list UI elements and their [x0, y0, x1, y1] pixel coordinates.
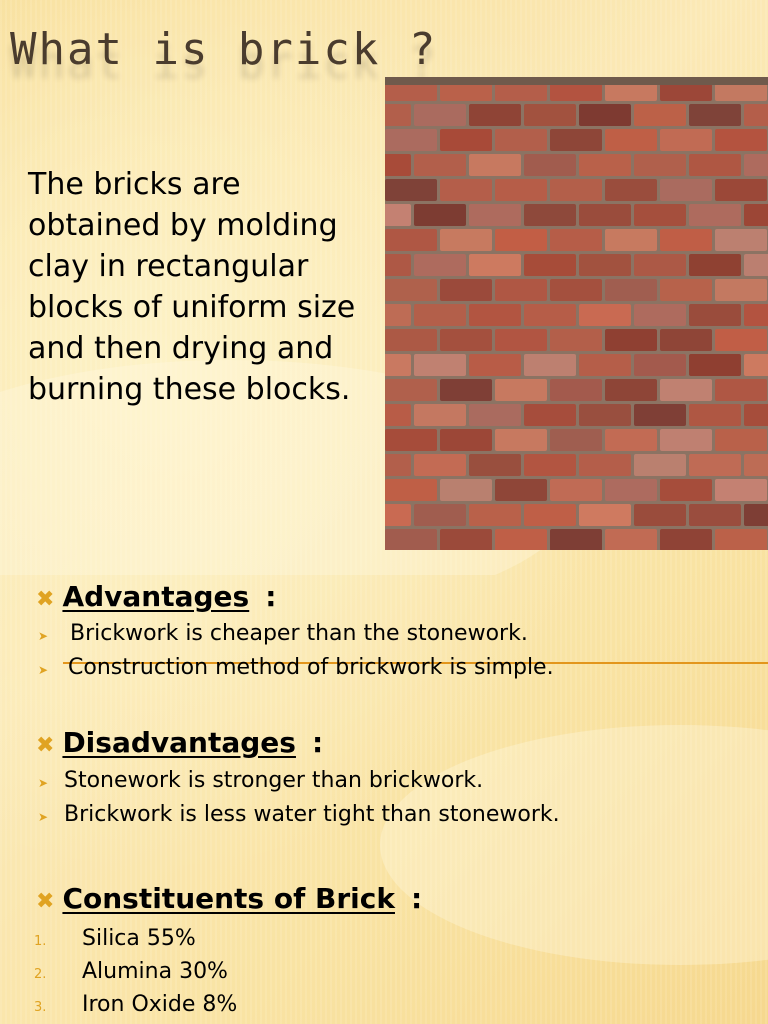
- brick: [550, 379, 602, 401]
- brick: [660, 479, 712, 501]
- brick: [414, 354, 466, 376]
- brick: [660, 129, 712, 151]
- brick: [715, 179, 767, 201]
- background-swoosh: [380, 725, 768, 965]
- brick: [414, 304, 466, 326]
- brick: [414, 504, 466, 526]
- brick: [715, 329, 767, 351]
- brick: [385, 154, 411, 176]
- heading-colon: :: [311, 726, 324, 759]
- brick: [440, 479, 492, 501]
- brick: [495, 479, 547, 501]
- brick: [440, 329, 492, 351]
- brick: [660, 429, 712, 451]
- brick: [385, 304, 411, 326]
- arrow-right-icon: ➤: [38, 629, 49, 643]
- brick: [605, 529, 657, 550]
- brick: [414, 404, 466, 426]
- brick: [495, 279, 547, 301]
- brick: [744, 254, 768, 276]
- brick: [414, 204, 466, 226]
- constituents-heading: [36, 882, 422, 915]
- numbered-item: [34, 959, 228, 984]
- brick: [579, 154, 631, 176]
- brick: [744, 504, 768, 526]
- list-item-text: Iron Oxide 8%: [82, 992, 238, 1017]
- brick: [440, 529, 492, 550]
- brick: [524, 354, 576, 376]
- brick: [524, 454, 576, 476]
- advantages-label: Advantages: [62, 580, 250, 613]
- brick: [605, 329, 657, 351]
- brick: [469, 204, 521, 226]
- list-item-text: Silica 55%: [82, 926, 196, 951]
- list-item: [38, 802, 560, 827]
- list-item-text: Alumina 30%: [82, 959, 228, 984]
- brick: [524, 154, 576, 176]
- brick: [385, 479, 437, 501]
- list-item-text: Construction method of brickwork is simple.: [68, 655, 554, 680]
- brick: [550, 129, 602, 151]
- brick: [385, 329, 437, 351]
- brick: [440, 129, 492, 151]
- brick: [469, 304, 521, 326]
- brick: [469, 454, 521, 476]
- brick: [634, 254, 686, 276]
- brick: [495, 429, 547, 451]
- brick: [550, 329, 602, 351]
- brick: [744, 104, 768, 126]
- heading-colon: :: [410, 882, 423, 915]
- brick-wall-image: [385, 77, 768, 550]
- brick: [550, 279, 602, 301]
- brick: [414, 454, 466, 476]
- brick: [524, 204, 576, 226]
- brick: [524, 254, 576, 276]
- arrow-right-icon: ➤: [38, 663, 49, 677]
- brick: [715, 479, 767, 501]
- slide-body-text: The bricks are obtained by molding clay in rectangular blocks of uniform size and then drying and burning these blocks.: [28, 167, 356, 407]
- brick: [744, 404, 768, 426]
- brick: [414, 104, 466, 126]
- brick: [689, 354, 741, 376]
- wall-capping: [385, 77, 768, 85]
- brick: [660, 529, 712, 550]
- brick: [550, 229, 602, 251]
- x-mark-icon: ✖: [36, 587, 55, 612]
- brick: [660, 179, 712, 201]
- brick: [524, 304, 576, 326]
- brick: [495, 379, 547, 401]
- brick: [550, 429, 602, 451]
- heading-colon: :: [265, 580, 277, 613]
- brick: [385, 279, 437, 301]
- brick: [469, 254, 521, 276]
- brick: [715, 129, 767, 151]
- brick: [605, 379, 657, 401]
- brick: [744, 354, 768, 376]
- brick: [385, 204, 411, 226]
- brick: [579, 254, 631, 276]
- brick: [440, 179, 492, 201]
- brick: [495, 329, 547, 351]
- brick: [385, 179, 437, 201]
- brick: [634, 404, 686, 426]
- brick: [550, 529, 602, 550]
- brick: [605, 429, 657, 451]
- brick: [689, 154, 741, 176]
- brick: [605, 229, 657, 251]
- item-number: 1.: [34, 934, 47, 949]
- brick: [469, 504, 521, 526]
- brick: [660, 329, 712, 351]
- brick: [634, 204, 686, 226]
- brick: [469, 354, 521, 376]
- brick: [469, 154, 521, 176]
- arrow-right-icon: ➤: [38, 776, 49, 790]
- brick: [524, 404, 576, 426]
- brick: [579, 304, 631, 326]
- item-number: 3.: [34, 1000, 47, 1015]
- list-item: [38, 621, 528, 646]
- brick: [715, 529, 767, 550]
- arrow-right-icon: ➤: [38, 810, 49, 824]
- brick: [440, 279, 492, 301]
- brick: [715, 279, 767, 301]
- brick: [744, 454, 768, 476]
- brick: [660, 229, 712, 251]
- brick: [715, 229, 767, 251]
- brick: [414, 154, 466, 176]
- brick: [689, 304, 741, 326]
- brick: [579, 204, 631, 226]
- brick-wall-photo: [385, 77, 768, 550]
- brick: [385, 229, 437, 251]
- brick: [660, 379, 712, 401]
- brick: [414, 254, 466, 276]
- brick: [579, 354, 631, 376]
- brick: [385, 104, 411, 126]
- brick: [440, 379, 492, 401]
- brick: [579, 404, 631, 426]
- list-item-text: Brickwork is cheaper than the stonework.: [70, 621, 528, 646]
- brick: [689, 454, 741, 476]
- brick: [579, 504, 631, 526]
- disadvantages-label: Disadvantages: [62, 726, 296, 759]
- brick: [385, 504, 411, 526]
- brick: [634, 454, 686, 476]
- item-number: 2.: [34, 967, 47, 982]
- brick: [634, 104, 686, 126]
- numbered-item: [34, 992, 237, 1017]
- advantages-heading: [36, 580, 276, 613]
- brick: [385, 354, 411, 376]
- slide-title: What is brick ?: [10, 24, 438, 75]
- brick: [634, 354, 686, 376]
- brick: [385, 429, 437, 451]
- brick: [660, 279, 712, 301]
- brick: [469, 104, 521, 126]
- brick: [744, 304, 768, 326]
- brick: [385, 254, 411, 276]
- brick: [744, 154, 768, 176]
- brick: [385, 454, 411, 476]
- brick: [524, 504, 576, 526]
- brick: [385, 529, 437, 550]
- brick: [689, 104, 741, 126]
- brick: [744, 204, 768, 226]
- brick: [495, 179, 547, 201]
- brick: [550, 479, 602, 501]
- brick: [385, 379, 437, 401]
- x-mark-icon: ✖: [36, 889, 55, 914]
- list-item: [38, 768, 483, 793]
- brick: [605, 279, 657, 301]
- brick: [385, 404, 411, 426]
- brick: [605, 479, 657, 501]
- brick: [605, 179, 657, 201]
- brick: [634, 154, 686, 176]
- brick: [715, 379, 767, 401]
- brick: [689, 204, 741, 226]
- brick: [634, 504, 686, 526]
- constituents-label: Constituents of Brick: [62, 882, 395, 915]
- brick: [440, 429, 492, 451]
- disadvantages-heading: [36, 726, 323, 759]
- brick: [605, 129, 657, 151]
- brick: [524, 104, 576, 126]
- brick: [495, 229, 547, 251]
- brick: [715, 429, 767, 451]
- x-mark-icon: ✖: [36, 733, 55, 758]
- brick: [495, 129, 547, 151]
- brick: [689, 254, 741, 276]
- brick: [385, 129, 437, 151]
- brick: [495, 529, 547, 550]
- list-item-text: Stonework is stronger than brickwork.: [64, 768, 484, 793]
- brick: [689, 504, 741, 526]
- list-item: [38, 655, 554, 680]
- numbered-item: [34, 926, 196, 951]
- brick: [440, 229, 492, 251]
- list-item-text: Brickwork is less water tight than stonework.: [64, 802, 560, 827]
- brick: [689, 404, 741, 426]
- brick: [469, 404, 521, 426]
- brick: [550, 179, 602, 201]
- brick: [579, 454, 631, 476]
- brick: [579, 104, 631, 126]
- brick: [634, 304, 686, 326]
